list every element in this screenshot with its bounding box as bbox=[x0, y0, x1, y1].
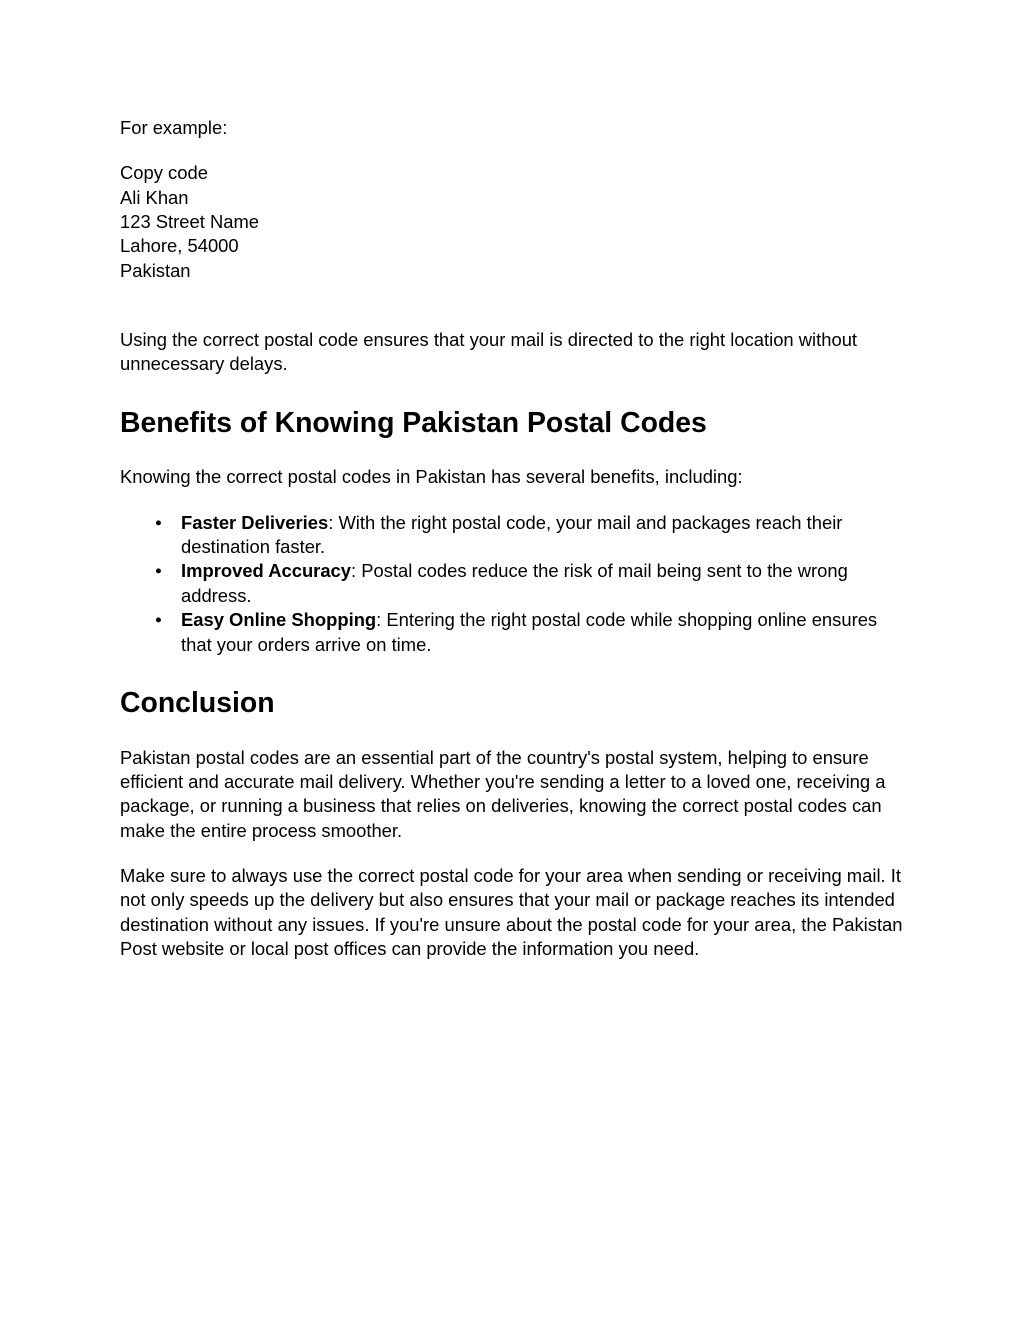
address-line-street: 123 Street Name bbox=[120, 211, 260, 233]
list-item-desc: : Entering the right postal code while shopping online ensures that your orders arrive on time. bbox=[181, 609, 878, 655]
benefits-heading: Benefits of Knowing Pakistan Postal Codes bbox=[120, 406, 707, 439]
conclusion-paragraph-2: Make sure to always use the correct postal code for your area when sending or receiving mail. It not only speeds up the delivery but also ensures that your mail or package reaches its intended destination without any issues. If you're unsure about the postal code for your area, the Pakistan Post website or local post offices can provide the information you need. bbox=[120, 864, 903, 959]
benefits-intro-paragraph: Knowing the correct postal codes in Pakistan has several benefits, including: bbox=[120, 466, 743, 488]
using-postal-code-paragraph: Using the correct postal code ensures that your mail is directed to the right location without unnecessary delays. bbox=[120, 329, 858, 375]
list-item-term: Improved Accuracy bbox=[181, 560, 352, 582]
list-item-improved-accuracy bbox=[155, 559, 904, 608]
address-line-city-postcode: Lahore, 54000 bbox=[120, 235, 239, 257]
bullet-icon: ● bbox=[155, 614, 162, 627]
list-item-faster-deliveries bbox=[155, 511, 904, 560]
benefits-list bbox=[120, 511, 904, 657]
bullet-icon: ● bbox=[155, 516, 162, 529]
list-item-term: Faster Deliveries bbox=[181, 511, 329, 533]
conclusion-heading: Conclusion bbox=[120, 686, 275, 719]
conclusion-paragraph-1: Pakistan postal codes are an essential part of the country's postal system, helping to ensure efficient and accurate mail delivery. Whether you're sending a letter to a loved one, receiving a package, or running a business that relies on deliveries, knowing the correct postal codes can make the entire process smoother. bbox=[120, 746, 886, 841]
address-line-copy-code: Copy code bbox=[120, 162, 208, 184]
address-line-name: Ali Khan bbox=[120, 186, 189, 208]
list-item-desc: : With the right postal code, your mail and packages reach their destination faster. bbox=[181, 511, 843, 558]
list-item-easy-online-shopping bbox=[155, 608, 904, 657]
list-item-desc: : Postal codes reduce the risk of mail being sent to the wrong address. bbox=[181, 560, 848, 606]
bullet-icon: ● bbox=[155, 565, 162, 578]
address-line-country: Pakistan bbox=[120, 259, 191, 281]
for-example-label: For example: bbox=[120, 117, 228, 138]
list-item-term: Easy Online Shopping bbox=[181, 609, 377, 631]
example-address-block bbox=[120, 161, 904, 283]
